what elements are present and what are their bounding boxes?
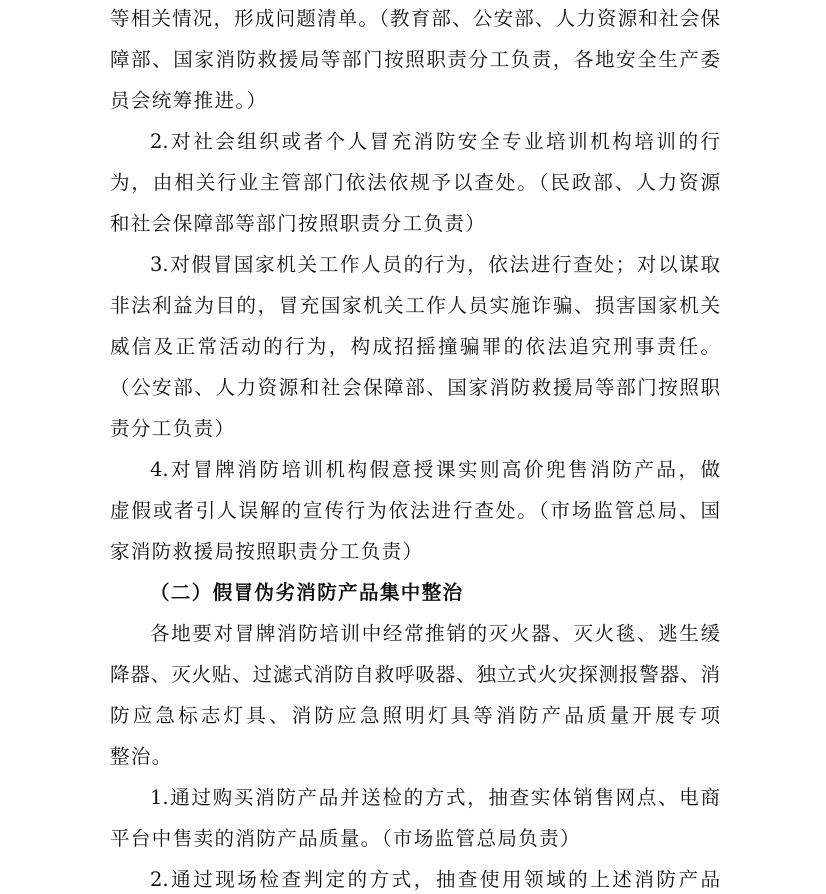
text-line: 责分工负责）: [110, 417, 236, 440]
text-line: 为，由相关行业主管部门依法依规予以查处。（民政部、人力资源: [110, 171, 720, 194]
text-line: 和社会保障部等部门按照职责分工负责）: [110, 212, 487, 235]
text-line: 各地要对冒牌消防培训中经常推销的灭火器、灭火毯、逃生缓: [150, 622, 720, 645]
text-line: 3.对假冒国家机关工作人员的行为，依法进行查处；对以谋取: [150, 253, 720, 276]
text-line: （公安部、人力资源和社会保障部、国家消防救援局等部门按照职: [110, 376, 720, 399]
section-heading: （二）假冒伪劣消防产品集中整治: [150, 581, 464, 604]
text-line: 2.对社会组织或者个人冒充消防安全专业培训机构培训的行: [150, 130, 720, 153]
text-line: 障部、国家消防救援局等部门按照职责分工负责，各地安全生产委: [110, 48, 720, 71]
text-line: 等相关情况，形成问题清单。（教育部、公安部、人力资源和社会保: [110, 7, 720, 30]
text-line: 威信及正常活动的行为，构成招摇撞骗罪的依法追究刑事责任。: [110, 335, 720, 358]
text-line: 平台中售卖的消防产品质量。（市场监管总局负责）: [110, 827, 581, 850]
text-line: 防应急标志灯具、消防应急照明灯具等消防产品质量开展专项: [110, 704, 720, 727]
text-line: 整治。: [110, 745, 173, 768]
text-line: 虚假或者引人误解的宣传行为依法进行查处。（市场监管总局、国: [110, 499, 720, 522]
text-line: 非法利益为目的，冒充国家机关工作人员实施诈骗、损害国家机关: [110, 294, 720, 317]
text-line: 员会统筹推进。）: [110, 89, 268, 112]
text-line: 2.通过现场检查判定的方式，抽查使用领域的上述消防产品: [150, 868, 720, 891]
text-line: 家消防救援局按照职责分工负责）: [110, 540, 424, 563]
text-line: 4.对冒牌消防培训机构假意授课实则高价兜售消防产品，做: [150, 458, 720, 481]
text-line: 1.通过购买消防产品并送检的方式，抽查实体销售网点、电商: [150, 786, 720, 809]
text-line: 降器、灭火贴、过滤式消防自救呼吸器、独立式火灾探测报警器、消: [110, 663, 720, 686]
